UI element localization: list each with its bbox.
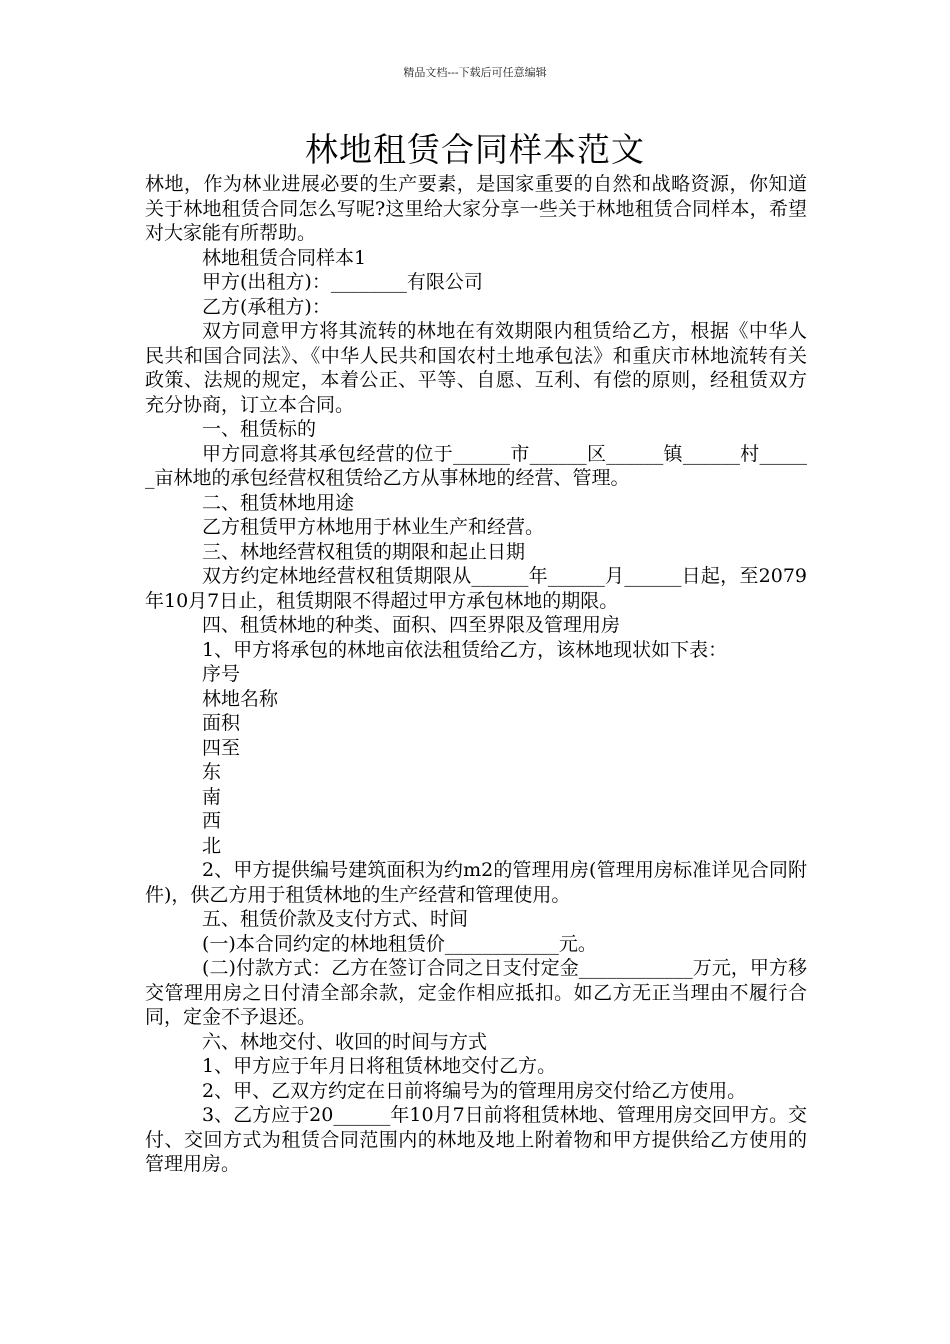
paragraph: 三、林地经营权租赁的期限和起止日期 <box>202 540 526 563</box>
paragraph: 1、甲方将承包的林地亩依法租赁给乙方，该林地现状如下表： <box>202 638 728 661</box>
paragraph: 二、租赁林地用途 <box>202 491 355 514</box>
paragraph: 一、租赁标的 <box>202 418 317 440</box>
paragraph: 序号 <box>202 663 241 685</box>
paragraph: 六、林地交付、收回的时间与方式 <box>202 1030 488 1053</box>
paragraph: 西 <box>202 810 222 832</box>
paragraph: 五、租赁价款及支付方式、时间 <box>202 908 469 930</box>
paragraph: 双方约定林地经营权租赁期限从______年______月______日起，至2079年10月7日止，租赁期限不得超过甲方承包林地的期限。 <box>145 565 807 612</box>
paragraph: 乙方租赁甲方林地用于林业生产和经营。 <box>202 516 545 538</box>
paragraph: 林地名称 <box>202 687 279 710</box>
paragraph: 甲方同意将其承包经营的位于______市______区______镇______村______亩林地的承包经营权租赁给乙方从事林地的经营、管理。 <box>145 442 807 489</box>
paragraph: 3、乙方应于20______年10月7日前将租赁林地、管理用房交回甲方。交付、交回方式为租赁合同范围内的林地及地上附着物和甲方提供给乙方使用的管理用房。 <box>145 1104 807 1175</box>
paragraph: 2、甲、乙双方约定在日前将编号为的管理用房交付给乙方使用。 <box>202 1079 747 1102</box>
paragraph: 林地，作为林业进展必要的生产要素，是国家重要的自然和战略资源，你知道关于林地租赁合同怎么写呢?这里给大家分享一些关于林地租赁合同样本，希望对大家能有所帮助。 <box>145 173 807 244</box>
paragraph: 四、租赁林地的种类、面积、四至界限及管理用房 <box>202 614 621 636</box>
paragraph: 1、甲方应于年月日将租赁林地交付乙方。 <box>202 1055 557 1077</box>
paragraph: 2、甲方提供编号建筑面积为约m2的管理用房(管理用房标准详见合同附件)，供乙方用于租赁林地的生产经营和管理使用。 <box>145 859 807 906</box>
paragraph: 北 <box>202 834 222 857</box>
paragraph: (一)本合同约定的林地租赁价____________元。 <box>202 932 597 955</box>
paragraph: 面积 <box>202 712 241 734</box>
paragraph: 乙方(承租方)： <box>202 295 331 318</box>
paragraph: 南 <box>202 785 222 808</box>
header-note: 精品文档---下载后可任意编辑 <box>403 66 547 79</box>
paragraph: 双方同意甲方将其流转的林地在有效期限内租赁给乙方，根据《中华人民共和国合同法》、《中华人民共和国农村土地承包法》和重庆市林地流转有关政策、法规的规定，本着公正、平等、自愿、互利、有偿的原则，经租赁双方充分协商，订立本合同。 <box>145 320 807 416</box>
paragraph: 四至 <box>202 736 241 759</box>
document-body <box>145 172 807 1177</box>
paragraph: 林地租赁合同样本1 <box>202 246 367 269</box>
paragraph: 东 <box>202 761 222 783</box>
document-title: 林地租赁合同样本范文 <box>305 130 645 169</box>
paragraph: 甲方(出租方)：________有限公司 <box>202 271 483 293</box>
paragraph: (二)付款方式：乙方在签订合同之日支付定金____________万元，甲方移交管理用房之日付清全部余款，定金作相应抵扣。如乙方无正当理由不履行合同，定金不予退还。 <box>145 957 807 1028</box>
